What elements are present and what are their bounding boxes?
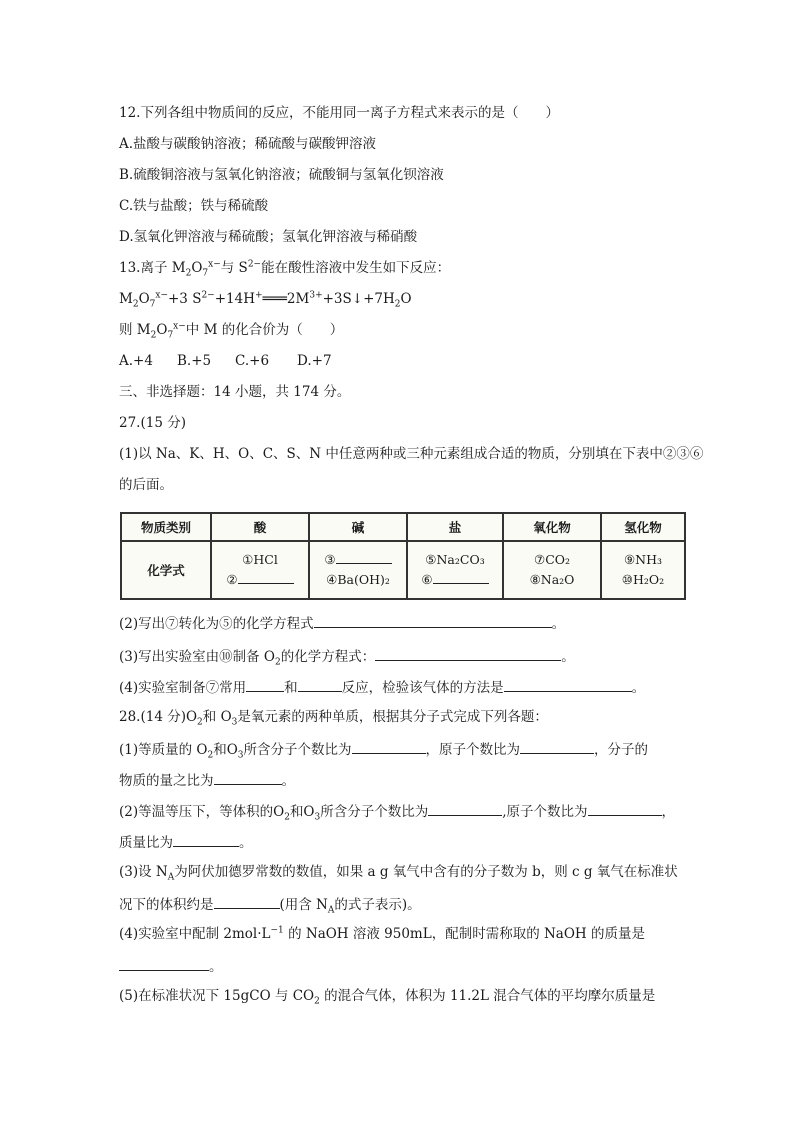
- q27-part4: (4)实验室制备⑦常用 和 反应，检验该气体的方法是 。: [119, 677, 645, 697]
- q28-part5: (5)在标准状况下 15gCO 与 $CO_2$ 的混合气体，体积为 11.2L 混合气体的平均摩尔质量是: [119, 988, 656, 1007]
- cell-base: ③ ④Ba(OH)₂: [309, 541, 407, 599]
- answer-blank[interactable]: [520, 739, 594, 754]
- q28-title: 28.(14 分)$O_2$和 $O_3$是氧元素的两种单质，根据其分子式完成下列各题：: [119, 709, 548, 728]
- blank-3[interactable]: [336, 550, 392, 564]
- q28-part2-line1: (2)等温等压下，等体积的$O_2$和$O_3$所含分子个数比为 ,原子个数比为 ，: [119, 801, 675, 821]
- header-salt: 盐: [407, 513, 503, 541]
- q28-part4-line1: (4)实验室中配制 $2mol\cdot L^{-1}$ 的 NaOH 溶液 950mL，配制时需称取的 NaOH 的质量是: [119, 925, 645, 942]
- q28-part2-line2: 质量比为 。: [119, 832, 253, 852]
- answer-blank[interactable]: [504, 677, 632, 692]
- cell-oxide: ⑦CO₂ ⑧Na₂O: [503, 541, 601, 599]
- q12-option-c: C.铁与盐酸；铁与稀硫酸: [119, 198, 269, 214]
- header-hydride: 氢化物: [601, 513, 685, 541]
- cell-hydride: ⑨NH₃ ⑩H₂O₂: [601, 541, 685, 599]
- q28-part3-line1: (3)设 $N_A$为阿伏加德罗常数的数值，如果 a g 氧气中含有的分子数为 b，则 c g 氧气在标准状: [119, 864, 678, 883]
- answer-blank[interactable]: [375, 646, 561, 661]
- header-oxide: 氧化物: [503, 513, 601, 541]
- answer-blank[interactable]: [298, 677, 342, 692]
- cell-acid: ①HCl ②: [211, 541, 309, 599]
- answer-blank[interactable]: [119, 956, 209, 971]
- q12-option-d: D.氢氧化钾溶液与稀硫酸；氢氧化钾溶液与稀硝酸: [119, 229, 418, 245]
- header-acid: 酸: [211, 513, 309, 541]
- q27-part2: (2)写出⑦转化为⑤的化学方程式 。: [119, 613, 565, 633]
- answer-blank[interactable]: [588, 801, 662, 816]
- substance-table: [120, 512, 686, 600]
- q13-equation: $M_2O_7^{x-}+3$ $S^{2-}+14H^+═══2M^{3+}+3S↓+7H_2O$: [119, 290, 412, 310]
- q28-part3-line2: 况下的体积约是 (用含 $N_A$的式子表示)。: [119, 894, 421, 914]
- answer-blank[interactable]: [214, 894, 280, 909]
- q12-option-b: B.硫酸铜溶液与氢氧化钠溶液；硫酸铜与氢氧化钡溶液: [119, 167, 444, 183]
- answer-blank[interactable]: [246, 677, 284, 692]
- q13-option-d: D.+7: [297, 353, 332, 369]
- cell-salt: ⑤Na₂CO₃ ⑥: [407, 541, 503, 599]
- row-label: 化学式: [121, 541, 211, 599]
- q13-option-b: B.+5: [177, 353, 212, 369]
- q27-part1-line2: 的后面。: [119, 477, 173, 493]
- q13-option-a: A.+4: [119, 353, 153, 369]
- q27-title: 27.(15 分): [119, 415, 186, 431]
- answer-blank[interactable]: [214, 770, 282, 785]
- answer-blank[interactable]: [314, 613, 552, 628]
- answer-blank[interactable]: [173, 832, 239, 847]
- answer-blank[interactable]: [352, 739, 426, 754]
- section-heading: 三、非选择题：14 小题，共 174 分。: [119, 384, 351, 400]
- q27-part3: (3)写出实验室由⑩制备 $O_2$的化学方程式： 。: [119, 646, 575, 666]
- q13-option-c: C.+6: [235, 353, 270, 369]
- q13-options: [119, 352, 332, 370]
- q27-part1-line1: (1)以 Na、K、H、O、C、S、N 中任意两种或三种元素组成合适的物质，分别填在下表中②③⑥: [119, 446, 704, 462]
- q13-stem: 13.离子 $M_2O_7^{x-}$与 $S^{2-}$能在酸性溶液中发生如下反应：: [119, 259, 451, 279]
- header-category: 物质类别: [121, 513, 211, 541]
- header-base: 碱: [309, 513, 407, 541]
- q28-part1-line1: (1)等质量的 $O_2$和$O_3$所含分子个数比为 ，原子个数比为 ，分子的: [119, 739, 648, 759]
- q28-part1-line2: 物质的量之比为 。: [119, 770, 295, 790]
- blank-6[interactable]: [433, 570, 489, 584]
- blank-2[interactable]: [238, 570, 294, 584]
- q28-part4-line2: 。: [119, 956, 223, 976]
- q12-stem: 12.下列各组中物质间的反应，不能用同一离子方程式来表示的是（ ）: [119, 105, 559, 121]
- q12-option-a: A.盐酸与碳酸钠溶液；稀硫酸与碳酸钾溶液: [119, 136, 377, 152]
- answer-blank[interactable]: [428, 801, 502, 816]
- q13-question: 则 $M_2O_7^{x-}$中 M 的化合价为（ ）: [119, 321, 344, 341]
